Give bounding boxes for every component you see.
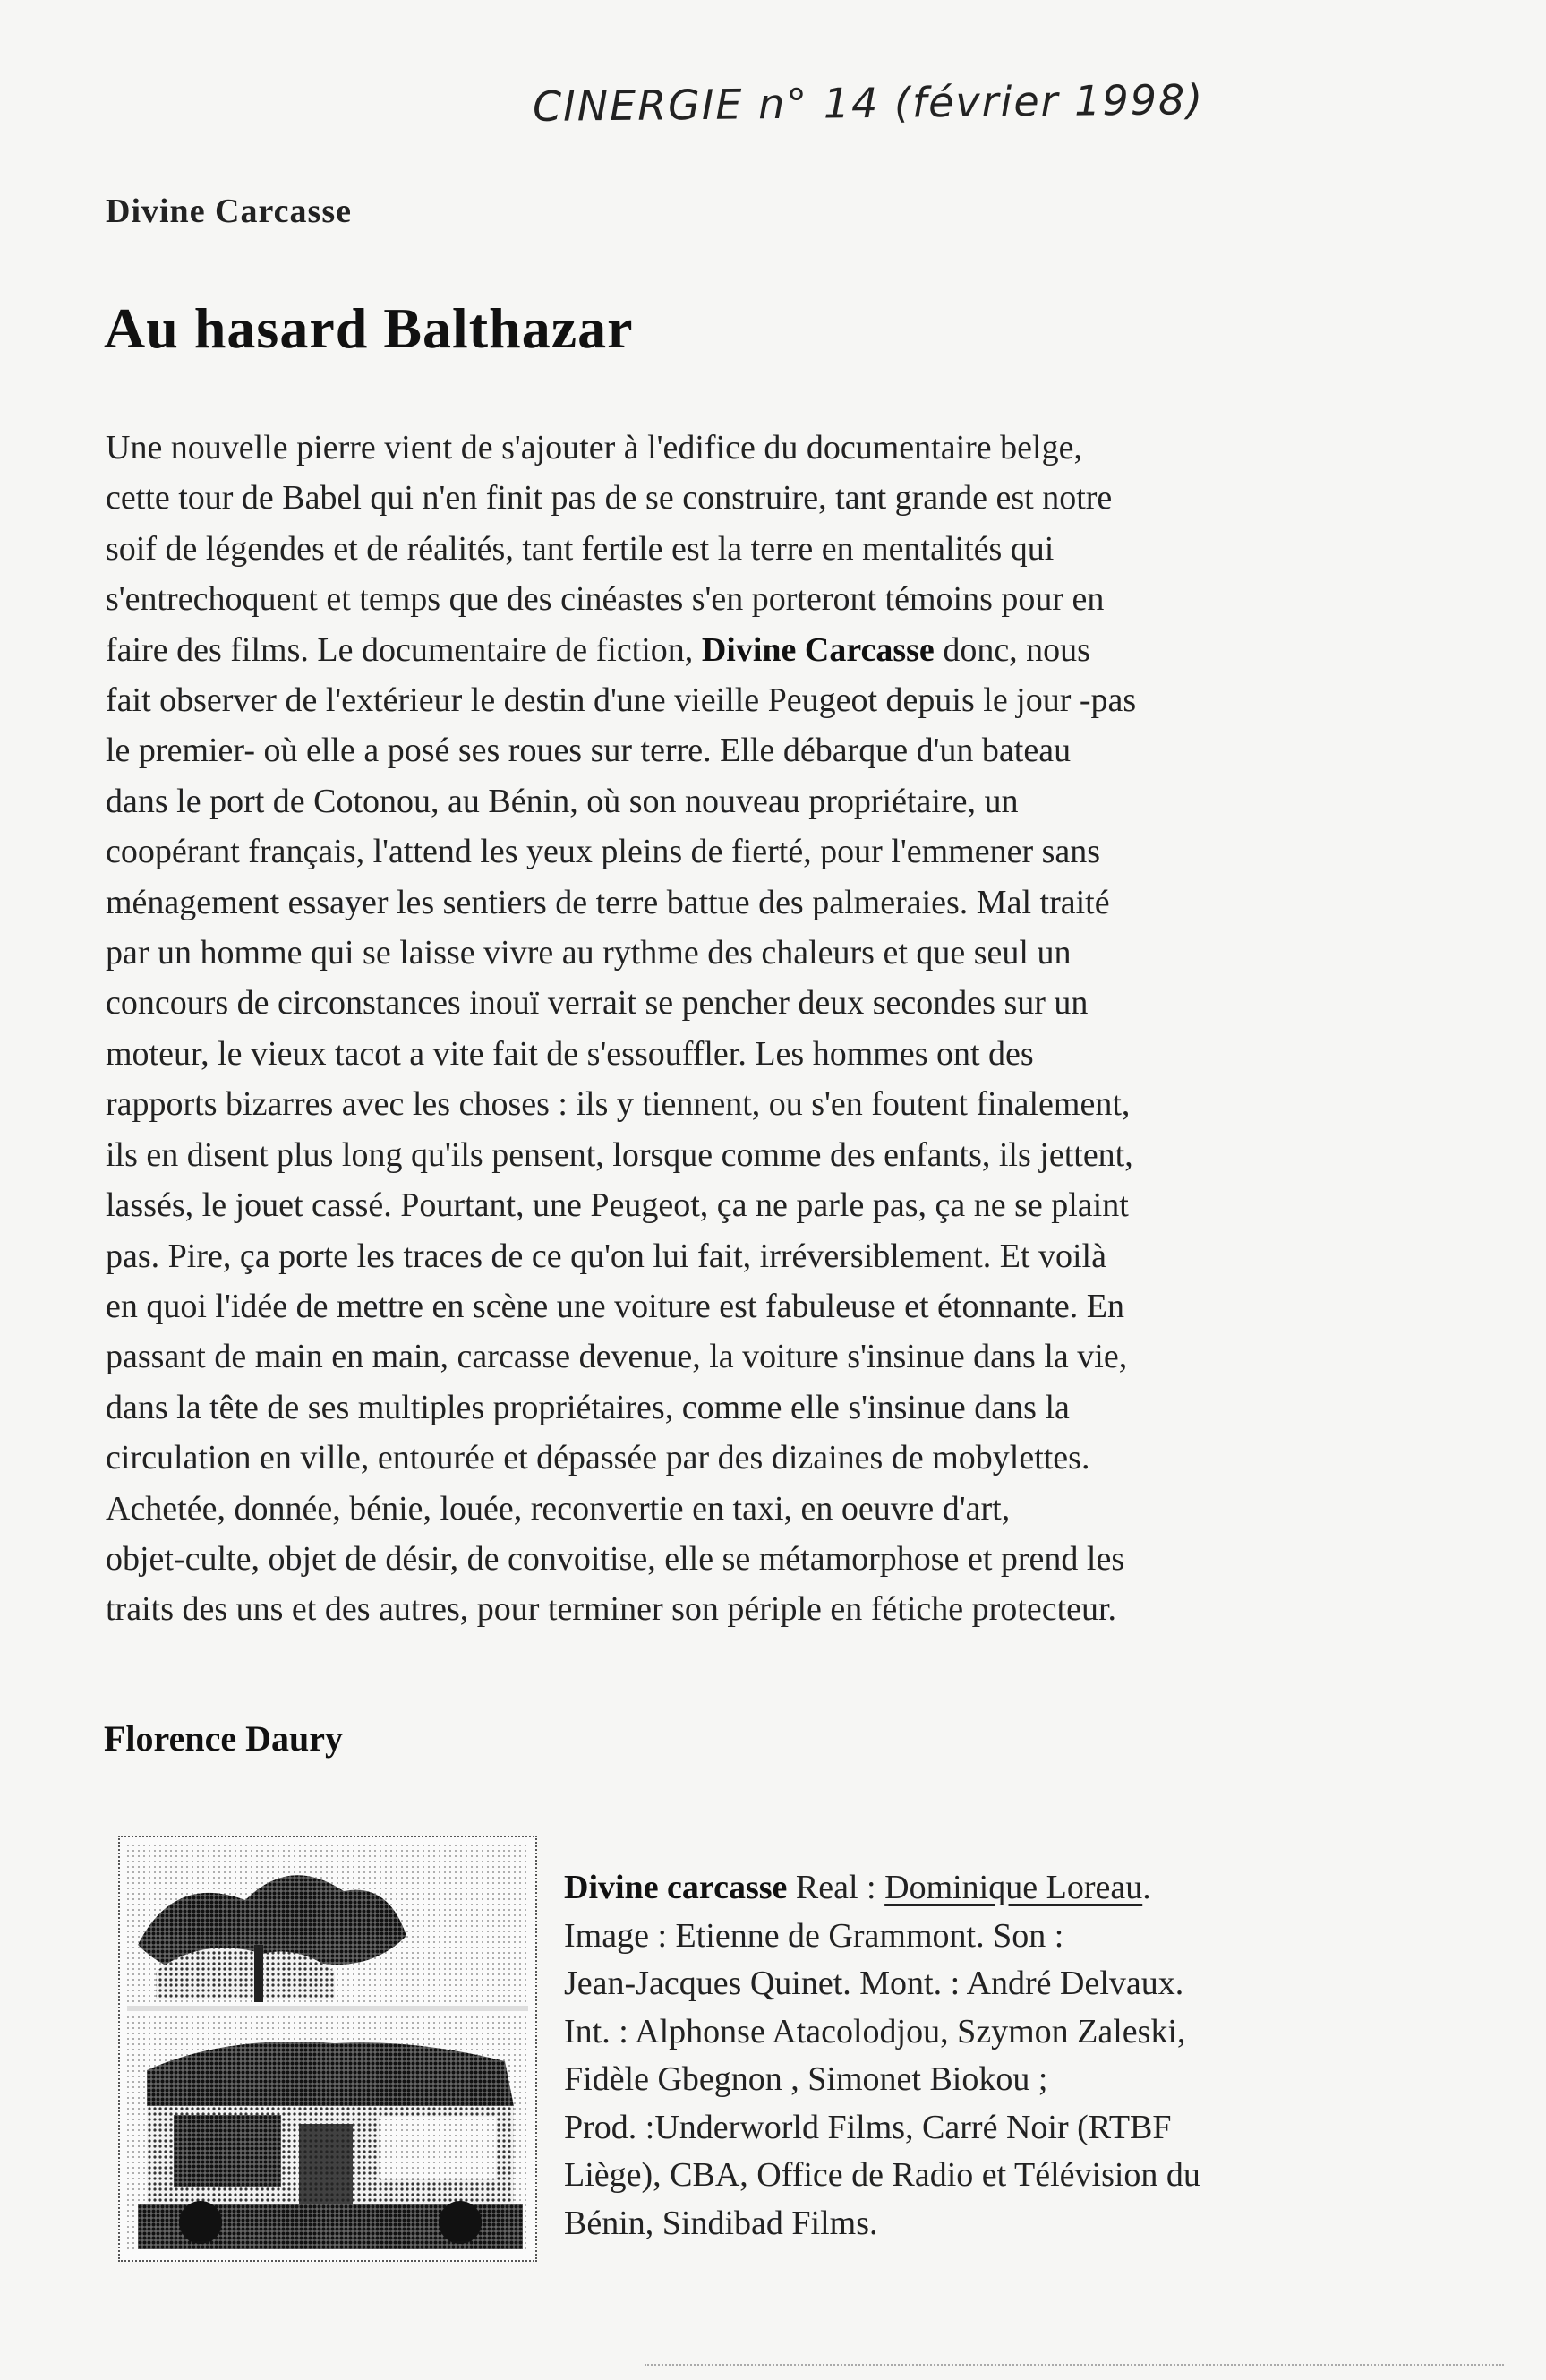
body-line: soif de légendes et de réalités, tant fertile est la terre en mentalités qui <box>106 529 1055 568</box>
credits-line: Jean-Jacques Quinet. Mont. : André Delvaux. <box>564 1965 1184 2002</box>
body-line: cette tour de Babel qui n'en finit pas de se construire, tant grande est notre <box>106 479 1113 518</box>
inline-film-title: Divine Carcasse <box>701 630 935 669</box>
body-line: le premier- où elle a posé ses roues sur terre. Elle débarque d'un bateau <box>106 732 1072 770</box>
body-line: ménagement essayer les sentiers de terre battue des palmeraies. Mal traité <box>106 883 1110 921</box>
body-line: rapports bizarres avec les choses : ils y tiennent, ou s'en foutent finalement, <box>106 1085 1131 1124</box>
film-still-photo <box>118 1836 537 2262</box>
body-line: s'entrechoquent et temps que des cinéastes s'en porteront témoins pour en <box>106 580 1105 619</box>
credits-director-suffix: . <box>1142 1869 1151 1906</box>
credits-director: Dominique Loreau <box>884 1869 1143 1906</box>
body-line: Achetée, donnée, bénie, louée, reconvertie en taxi, en oeuvre d'art, <box>106 1489 1011 1528</box>
credits-line: Bénin, Sindibad Films. <box>564 2204 878 2242</box>
film-credits <box>564 1864 1423 2247</box>
body-line: passant de main en main, carcasse devenue, la voiture s'insinue dans la vie, <box>106 1338 1128 1376</box>
credits-film-title: Divine carcasse <box>564 1869 788 1906</box>
body-line-with-title <box>106 625 1448 675</box>
body-line-end: donc, nous <box>934 630 1090 669</box>
credits-line: Liège), CBA, Office de Radio et Télévision du <box>564 2156 1200 2194</box>
body-line: par un homme qui se laisse vivre au rythme des chaleurs et que seul un <box>106 934 1072 972</box>
body-line: Une nouvelle pierre vient de s'ajouter à l'edifice du documentaire belge, <box>106 429 1082 467</box>
credits-line: Fidèle Gbegnon , Simonet Biokou ; <box>564 2060 1048 2098</box>
body-line: objet-culte, objet de désir, de convoitise, elle se métamorphose et prend les <box>106 1539 1125 1578</box>
credits-title-line <box>564 1864 1423 1913</box>
article-author: Florence Daury <box>104 1718 343 1759</box>
credits-line: Prod. :Underworld Films, Carré Noir (RTBF <box>564 2108 1172 2146</box>
body-line: dans la tête de ses multiples propriétaires, comme elle s'insinue dans la <box>106 1388 1070 1426</box>
body-line: moteur, le vieux tacot a vite fait de s'essouffler. Les hommes ont des <box>106 1034 1034 1073</box>
body-line-start: faire des films. Le documentaire de fiction, <box>106 630 702 669</box>
bottom-divider <box>645 2364 1504 2366</box>
film-still-illustration <box>120 1837 535 2260</box>
article-body <box>106 423 1448 1635</box>
credits-line: Image : Etienne de Grammont. Son : <box>564 1916 1064 1955</box>
body-line: circulation en ville, entourée et dépassée par des dizaines de mobylettes. <box>106 1439 1090 1477</box>
credits-line: Int. : Alphonse Atacolodjou, Szymon Zaleski, <box>564 2012 1186 2050</box>
article-headline: Au hasard Balthazar <box>104 296 634 360</box>
credits-real-label: Real : <box>787 1869 885 1906</box>
body-line: fait observer de l'extérieur le destin d'une vieille Peugeot depuis le jour -pas <box>106 681 1137 720</box>
body-line: coopérant français, l'attend les yeux pleins de fierté, pour l'emmener sans <box>106 833 1101 871</box>
body-line: concours de circonstances inouï verrait se pencher deux secondes sur un <box>106 984 1089 1023</box>
body-line: en quoi l'idée de mettre en scène une voiture est fabuleuse et étonnante. En <box>106 1287 1124 1325</box>
handwritten-source-note: CINERGIE n° 14 (février 1998) <box>532 75 1205 131</box>
body-line: pas. Pire, ça porte les traces de ce qu'on lui fait, irréversiblement. Et voilà <box>106 1237 1106 1275</box>
body-line: dans le port de Cotonou, au Bénin, où son nouveau propriétaire, un <box>106 782 1019 820</box>
body-line: traits des uns et des autres, pour terminer son périple en fétiche protecteur. <box>106 1590 1117 1629</box>
article-kicker: Divine Carcasse <box>106 193 352 230</box>
body-line: lassés, le jouet cassé. Pourtant, une Peugeot, ça ne parle pas, ça ne se plaint <box>106 1186 1129 1225</box>
body-line: ils en disent plus long qu'ils pensent, lorsque comme des enfants, ils jettent, <box>106 1135 1133 1174</box>
